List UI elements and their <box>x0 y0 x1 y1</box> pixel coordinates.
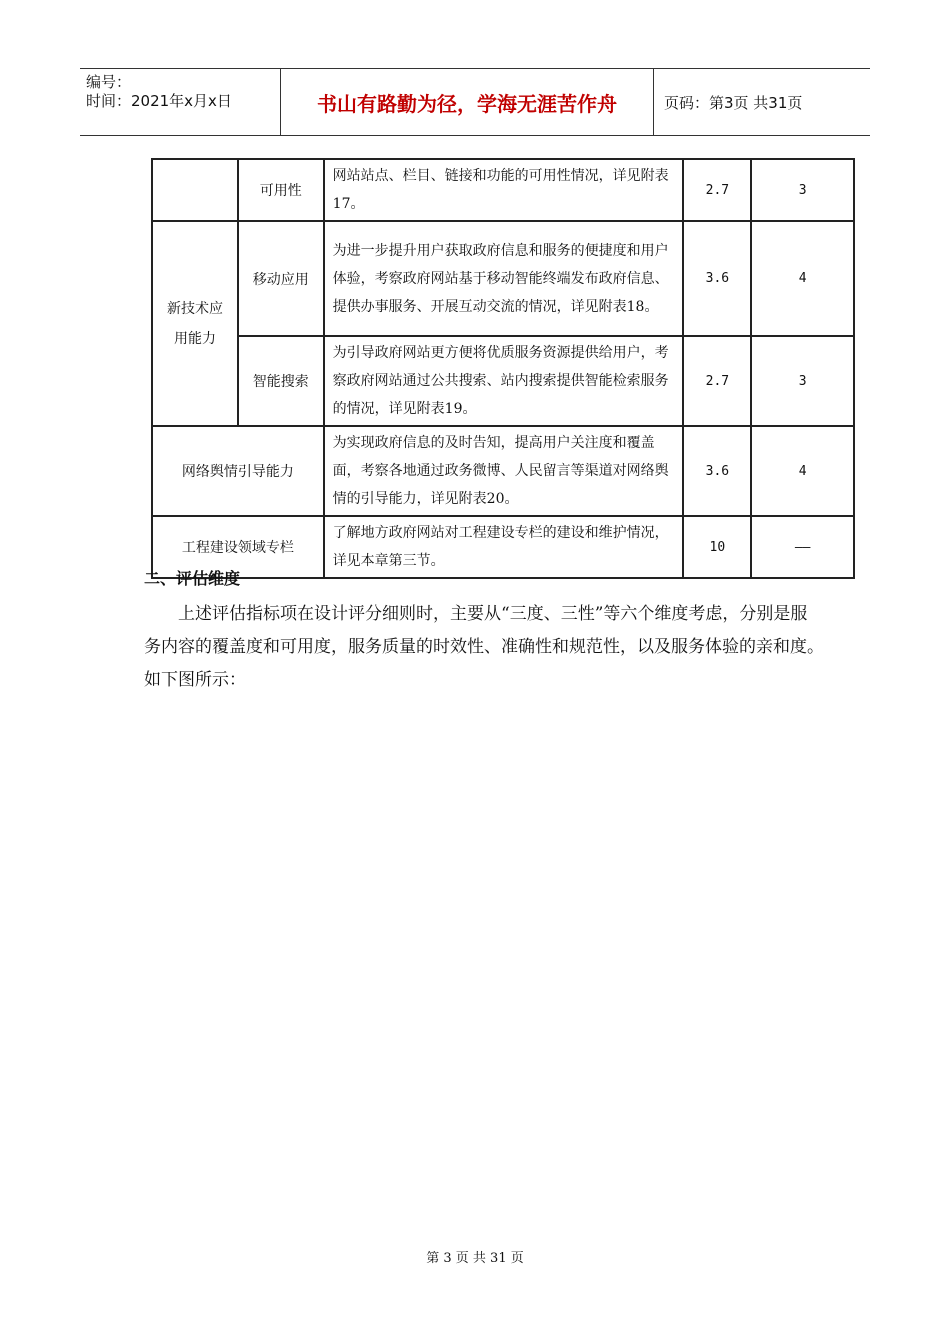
header-meta <box>80 69 281 135</box>
max-score-cell: —— <box>751 516 854 578</box>
table-row <box>152 426 854 516</box>
description-cell: 为进一步提升用户获取政府信息和服务的便捷度和用户体验，考察政府网站基于移动智能终端发布政府信息、提供办事服务、开展互动交流的情况，详见附表18。 <box>324 221 684 336</box>
score-cell: 2.7 <box>683 159 751 221</box>
category-cell: 网络舆情引导能力 <box>152 426 324 516</box>
score-cell: 2.7 <box>683 336 751 426</box>
max-score-cell: 4 <box>751 221 854 336</box>
max-score-cell: 3 <box>751 336 854 426</box>
description-cell: 了解地方政府网站对工程建设专栏的建设和维护情况，详见本章第三节。 <box>324 516 684 578</box>
description-cell: 为实现政府信息的及时告知，提高用户关注度和覆盖面，考察各地通过政务微博、人民留言等渠道对网络舆情的引导能力，详见附表20。 <box>324 426 684 516</box>
subcategory-cell: 可用性 <box>238 159 324 221</box>
section-paragraph: 上述评估指标项在设计评分细则时，主要从“三度、三性”等六个维度考虑，分别是服务内容的覆盖度和可用度，服务质量的时效性、准确性和规范性，以及服务体验的亲和度。如下图所示： <box>144 604 824 690</box>
section-title: 二、评估维度 <box>144 569 241 588</box>
table-row <box>152 221 854 336</box>
page-header <box>80 68 870 136</box>
description-cell: 网站站点、栏目、链接和功能的可用性情况，详见附表17。 <box>324 159 684 221</box>
page-footer: 第 3 页 共 31 页 <box>426 1251 524 1266</box>
evaluation-table <box>151 158 855 579</box>
table-row <box>152 516 854 578</box>
subcategory-cell: 智能搜索 <box>238 336 324 426</box>
table-row <box>152 159 854 221</box>
category-cell <box>152 221 238 426</box>
description-cell: 为引导政府网站更方便将优质服务资源提供给用户，考察政府网站通过公共搜索、站内搜索提供智能检索服务的情况，详见附表19。 <box>324 336 684 426</box>
score-cell: 10 <box>683 516 751 578</box>
category-label: 新技术应用能力 <box>166 300 223 347</box>
category-cell <box>152 159 238 221</box>
document-time: 时间：2021年x月x日 <box>86 92 232 110</box>
header-page-code: 页码：第3页 共31页 <box>664 93 803 112</box>
header-motto: 书山有路勤为径，学海无涯苦作舟 <box>281 69 654 135</box>
table-row <box>152 336 854 426</box>
subcategory-cell: 移动应用 <box>238 221 324 336</box>
max-score-cell: 3 <box>751 159 854 221</box>
score-cell: 3.6 <box>683 221 751 336</box>
max-score-cell: 4 <box>751 426 854 516</box>
document-number-label: 编号： <box>86 73 132 91</box>
score-cell: 3.6 <box>683 426 751 516</box>
category-cell: 工程建设领域专栏 <box>152 516 324 578</box>
